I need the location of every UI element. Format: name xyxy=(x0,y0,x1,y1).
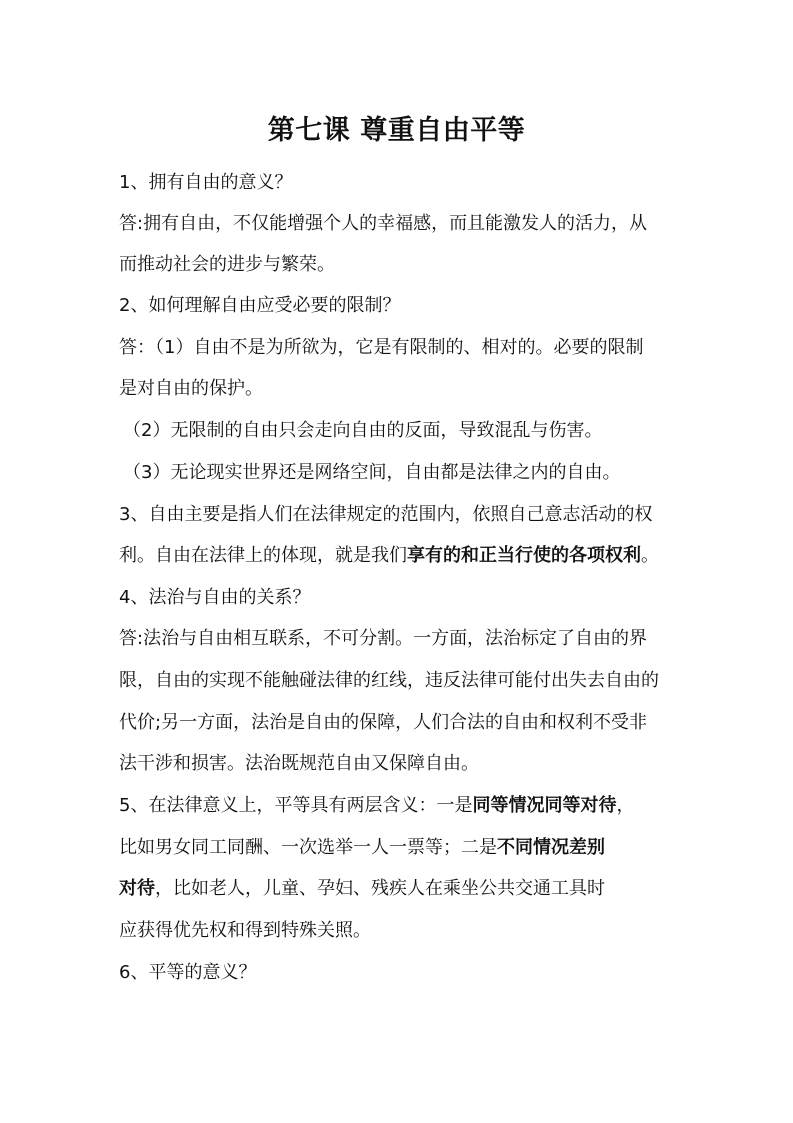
statement-5-text-3: ，比如老人，儿童、孕妇、残疾人在乘坐公共交通工具时 xyxy=(155,878,605,899)
question-2: 2、如何理解自由应受必要的限制？ xyxy=(119,295,401,316)
answer-1-line-1: 答:拥有自由，不仅能增强个人的幸福感，而且能激发人的活力，从 xyxy=(119,213,648,234)
statement-5-text-2: 比如男女同工同酬、一次选举一人一票等；二是 xyxy=(119,837,497,858)
answer-2-line-2: 是对自由的保护。 xyxy=(119,378,263,399)
answer-2-point-2: （2）无限制的自由只会走向自由的反面，导致混乱与伤害。 xyxy=(123,420,603,441)
answer-4-line-3: 代价;另一方面，法治是自由的保障，人们合法的自由和权利不受非 xyxy=(119,712,648,733)
answer-1-line-2: 而推动社会的进步与繁荣。 xyxy=(119,254,335,275)
statement-5-line-1 xyxy=(119,794,634,818)
statement-3-line-2 xyxy=(119,544,659,568)
statement-5-line-4: 应获得优先权和得到特殊关照。 xyxy=(119,920,371,941)
statement-3-line-1: 3、自由主要是指人们在法律规定的范围内，依照自己意志活动的权 xyxy=(119,504,653,525)
statement-5-emphasis-1: 同等情况同等对待 xyxy=(472,795,617,816)
answer-2-point-3: （3）无论现实世界还是网络空间，自由都是法律之内的自由。 xyxy=(123,462,621,483)
question-1: 1、拥有自由的意义？ xyxy=(119,172,293,193)
statement-5-emphasis-2a: 不同情况差别 xyxy=(497,837,605,858)
statement-3-text: 利。自由在法律上的体现，就是我们 xyxy=(119,545,407,566)
statement-5-line-2 xyxy=(119,836,605,860)
question-6: 6、平等的意义？ xyxy=(119,962,257,983)
question-4: 4、法治与自由的关系？ xyxy=(119,587,311,608)
statement-5-text-1: 5、在法律意义上，平等具有两层含义：一是 xyxy=(119,795,473,816)
answer-4-line-2: 限，自由的实现不能触碰法律的红线，违反法律可能付出失去自由的 xyxy=(119,670,659,691)
statement-5-comma: ， xyxy=(616,795,635,816)
statement-3-emphasis: 享有的和正当行使的各项权利 xyxy=(407,545,641,566)
statement-5-emphasis-2b: 对待 xyxy=(119,878,155,899)
answer-4-line-4: 法干涉和损害。法治既规范自由又保障自由。 xyxy=(119,753,479,774)
page-title: 第七课 尊重自由平等 xyxy=(267,115,526,146)
answer-4-line-1: 答:法治与自由相互联系，不可分割。一方面，法治标定了自由的界 xyxy=(119,628,648,649)
statement-3-period: 。 xyxy=(641,545,659,566)
answer-2-line-1: 答：（1）自由不是为所欲为，它是有限制的、相对的。必要的限制 xyxy=(119,337,644,358)
statement-5-line-3 xyxy=(119,877,605,901)
